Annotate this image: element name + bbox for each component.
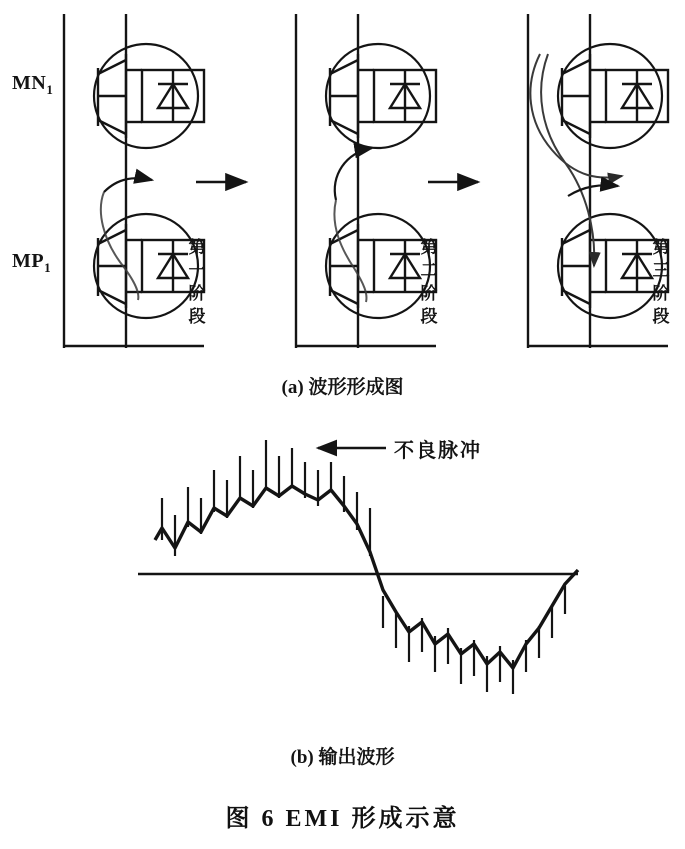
- waveform-plot: [138, 440, 578, 694]
- circuit-cell-stage-1: [64, 14, 204, 348]
- circuit-cell-stage-2: [296, 14, 436, 348]
- label-mn1: $MN_1$: [12, 72, 54, 97]
- caption-panel-b: (b) 输出波形: [290, 747, 395, 768]
- annotation-bad-pulse: 不良脉冲: [394, 440, 482, 462]
- stage-label-3: 第三阶段: [652, 238, 670, 326]
- stage-label-1: 第一阶段: [188, 238, 206, 326]
- circuit-cell-stage-3: [528, 14, 668, 348]
- stage-label-2: 第二阶段: [420, 238, 438, 326]
- figure-title: 图 6 EMI 形成示意: [225, 806, 460, 832]
- label-mp1: $MP_1$: [12, 250, 52, 275]
- caption-panel-a: (a) 波形形成图: [281, 377, 404, 398]
- waveform-trace: [155, 486, 578, 668]
